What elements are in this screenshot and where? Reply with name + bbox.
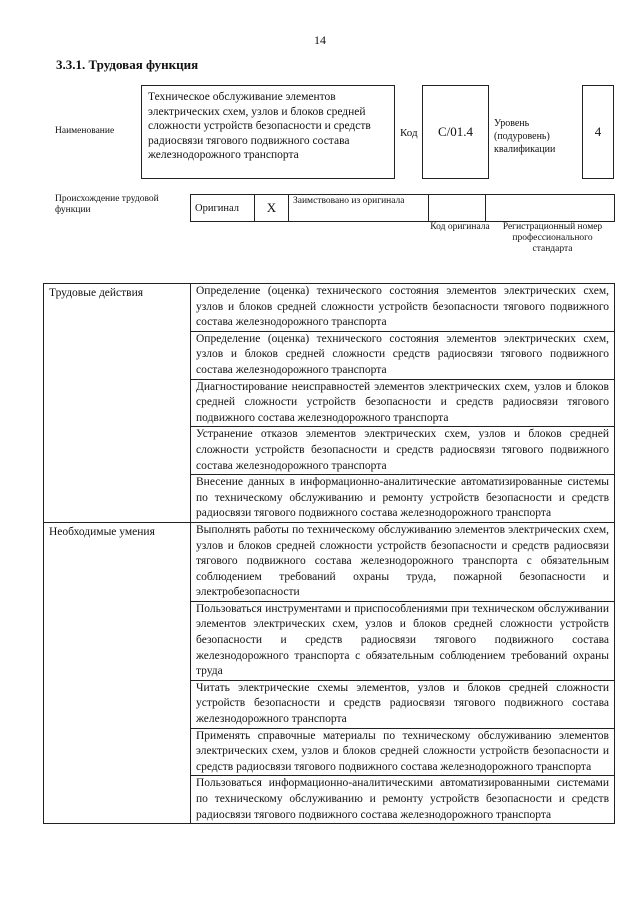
list-item: Устранение отказов элементов электрических схем, узлов и блоков средней сложности устройств безопасности и средств радиосвязи тягового подвижного состава железнодорожного транспорта [191,427,615,475]
code-label: Код [400,127,418,139]
list-item: Применять справочные материалы по техническому обслуживанию элементов электрических схем, узлов и блоков средней сложности устройств безопасности и средств радиосвязи тягового подвижного состава железнодорожного транспорта [191,728,615,776]
original-label: Оригинал [191,195,255,222]
list-item: Читать электрические схемы элементов, узлов и блоков средней сложности устройств безопасности и средств радиосвязи тягового подвижного состава железнодорожного транспорта [191,680,615,728]
origin-label: Происхождение трудовой функции [55,194,159,215]
required-skills-label: Необходимые умения [44,522,191,823]
table-row [44,522,615,601]
functions-table [43,283,615,824]
original-mark: X [255,195,289,222]
reg-caption: Регистрационный номер профессионального стандарта [502,222,603,254]
reg-number-cell [486,195,615,222]
code-caption: Код оригинала [430,222,490,232]
page-number: 14 [314,33,326,47]
list-item: Определение (оценка) технического состояния элементов электрических схем, узлов и блоков средней сложности средств радиосвязи тягового подвижного состава железнодорожного транспорта [191,331,615,379]
level-value: 4 [582,85,614,179]
labor-actions-label: Трудовые действия [44,284,191,523]
original-code-cell [429,195,486,222]
code-value: C/01.4 [422,85,489,179]
name-label: Наименование [55,126,115,136]
borrowed-label: Заимствовано из оригинала [289,195,429,222]
origin-table [190,194,615,222]
level-label: Уровень (подуровень) квалификации [494,118,556,155]
list-item: Диагностирование неисправностей элементов электрических схем, узлов и блоков средней сложности устройств безопасности и средств радиосвязи тягового подвижного состава железнодорожного транспорта [191,379,615,427]
list-item: Пользоваться информационно-аналитическими автоматизированными системами по техническому обслуживанию и ремонту устройств безопасности и средств радиосвязи тягового подвижного состава железнодорожного транспорта [191,776,615,824]
list-item: Пользоваться инструментами и приспособлениями при техническом обслуживании элементов электрических схем, узлов и блоков средней сложности устройств безопасности и средств радиосвязи тягового подвижного состава железнодорожного транспорта с обязательным соблюдением требований охраны труда [191,601,615,680]
list-item: Выполнять работы по техническому обслуживанию элементов электрических схем, узлов и блоков средней сложности устройств безопасности и средств радиосвязи тягового подвижного состава железнодорожного транспорта с обязательным соблюдением требований охраны труда, пожарной безопасности и электробезопасности [191,522,615,601]
list-item: Внесение данных в информационно-аналитические автоматизированные системы по техническому обслуживанию и ремонту устройств безопасности и средств радиосвязи тягового подвижного состава железнодорожного транспорта [191,475,615,523]
list-item: Определение (оценка) технического состояния элементов электрических схем, узлов и блоков средней сложности устройств безопасности тягового подвижного состава железнодорожного транспорта [191,284,615,332]
section-title: 3.3.1. Трудовая функция [56,57,199,72]
table-row [44,284,615,332]
name-value: Техническое обслуживание элементов электрических схем, узлов и блоков средней сложности устройств безопасности и средств радиосвязи тягового подвижного состава железнодорожного транспорта [141,85,395,179]
